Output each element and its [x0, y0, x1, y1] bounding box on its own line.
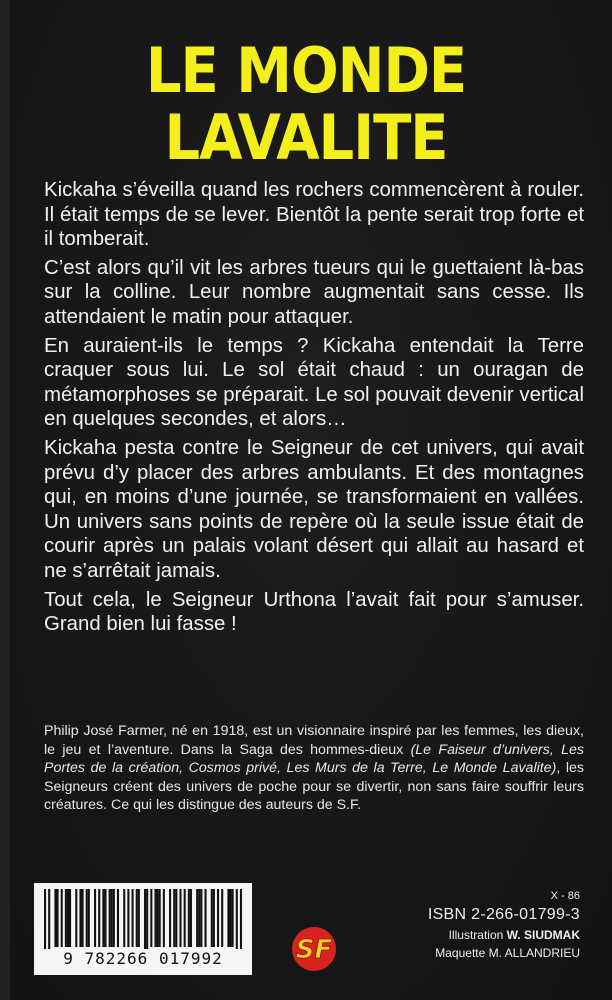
barcode-bar [184, 889, 186, 947]
barcode-bar [204, 889, 206, 947]
barcode-bar [213, 889, 215, 947]
barcode-bar [102, 889, 104, 947]
bio-text-start: Philip José Farmer, né en 1918, est un visionnaire inspiré par les femmes, les dieux, le jeu et l’aventure. Dans la Saga des hommes-dieux [44, 723, 584, 758]
barcode-digits: 9 782266 017992 [63, 949, 223, 968]
barcode-bar [75, 889, 77, 947]
barcode-bar [111, 889, 113, 947]
barcode-bar [236, 889, 238, 949]
barcode-bar [190, 889, 192, 947]
illustration-credit [428, 926, 580, 944]
author-bio [44, 722, 584, 815]
barcode-bar [109, 889, 111, 947]
barcode-bar [69, 889, 71, 947]
barcode-bars [44, 889, 242, 949]
maquette-label: Maquette M. [435, 946, 505, 960]
barcode-bar [196, 889, 198, 947]
barcode [34, 883, 252, 975]
isbn: ISBN 2-266-01799-3 [427, 906, 580, 923]
barcode-bar [88, 889, 90, 947]
bio-series-titles: (Le Faiseur d’univers, Les Portes de la création, Cosmos privé, Les Murs de la Terre, Le Monde Lavalite) [44, 741, 584, 777]
barcode-bar [179, 889, 181, 947]
blurb [44, 178, 584, 641]
title-line-1: LE MONDE [145, 34, 467, 108]
blurb-paragraph-2: C’est alors qu’il vit les arbres tueurs qui le guettaient là-bas sur la colline. Leur nombre augmentait sans cesse. Ils attendaient le matin pour attaquer. [44, 256, 584, 328]
barcode-bar [175, 889, 177, 947]
sf-logo [290, 925, 338, 973]
barcode-bar [232, 889, 234, 947]
barcode-bar [113, 889, 115, 947]
barcode-bar [163, 889, 165, 947]
barcode-bar [150, 889, 152, 947]
publication-info [428, 888, 580, 962]
barcode-bar [154, 889, 156, 947]
barcode-bar [86, 889, 88, 947]
title-line-2: LAVALITE [164, 101, 448, 175]
sf-logo-text: SF [295, 935, 333, 965]
barcode-bar [98, 889, 100, 947]
barcode-bar [169, 889, 171, 947]
barcode-bar [117, 889, 119, 947]
barcode-bar [144, 889, 146, 949]
blurb-paragraph-1: Kickaha s’éveilla quand les rochers commencèrent à rouler. Il était temps de se lever. Bientôt la pente serait trop forte et il tomberait. [44, 179, 584, 251]
barcode-bar [240, 889, 242, 949]
barcode-bar [79, 889, 81, 947]
blurb-paragraph-3: En auraient-ils le temps ? Kickaha entendait la Terre craquer sous lui. Le sol était chaud : un ouragan de métamorphoses se préparait. Le sol pouvait devenir vertical en quelques secondes, et alors… [44, 334, 584, 431]
barcode-bar [57, 889, 59, 947]
illustration-label: Illustration [448, 928, 507, 942]
barcode-bar [198, 889, 200, 947]
barcode-bar [227, 889, 229, 947]
barcode-bar [136, 889, 138, 947]
barcode-bar [82, 889, 84, 947]
barcode-bar [44, 889, 46, 949]
barcode-bar [146, 889, 148, 949]
barcode-bar [123, 889, 125, 947]
barcode-bar [211, 889, 213, 947]
layout-credit [428, 944, 580, 962]
barcode-bar [221, 889, 223, 947]
barcode-bar [65, 889, 67, 947]
illustrator-name: W. SIUDMAK [506, 928, 580, 942]
barcode-bar [159, 889, 161, 947]
barcode-bar [132, 889, 134, 947]
barcode-bar [217, 889, 219, 947]
barcode-bar [94, 889, 96, 947]
barcode-bar [229, 889, 231, 947]
barcode-bar [61, 889, 63, 947]
barcode-bar [48, 889, 50, 949]
barcode-bar [157, 889, 159, 947]
barcode-bar [127, 889, 129, 947]
barcode-bar [67, 889, 69, 947]
bio-text-end: , les Seigneurs créent des univers de poche pour se divertir, non sans faire souffrir leurs créatures. Ce qui les distingue des auteurs de S.F. [44, 760, 584, 814]
barcode-bar [54, 889, 56, 947]
series-code: X - 86 [550, 890, 580, 902]
barcode-bar [138, 889, 140, 947]
maquette-name: ALLANDRIEU [504, 946, 580, 960]
book-title [0, 34, 612, 175]
barcode-bar [188, 889, 190, 947]
barcode-bar [200, 889, 202, 947]
blurb-paragraph-5: Tout cela, le Seigneur Urthona l’avait fait pour s’amuser. Grand bien lui fasse ! [44, 588, 584, 636]
blurb-paragraph-4: Kickaha pesta contre le Seigneur de cet univers, qui avait prévu d’y placer des arbres ambulants. Et des montagnes qui, en moins d’une journée, se transformaient en vallées. Un univers sans points de repère où la seule issue était de courir après un palais volant désert qui allait au hasard et ne s’arrêtait jamais. [44, 436, 584, 582]
barcode-bar [173, 889, 175, 947]
barcode-bar [104, 889, 106, 947]
